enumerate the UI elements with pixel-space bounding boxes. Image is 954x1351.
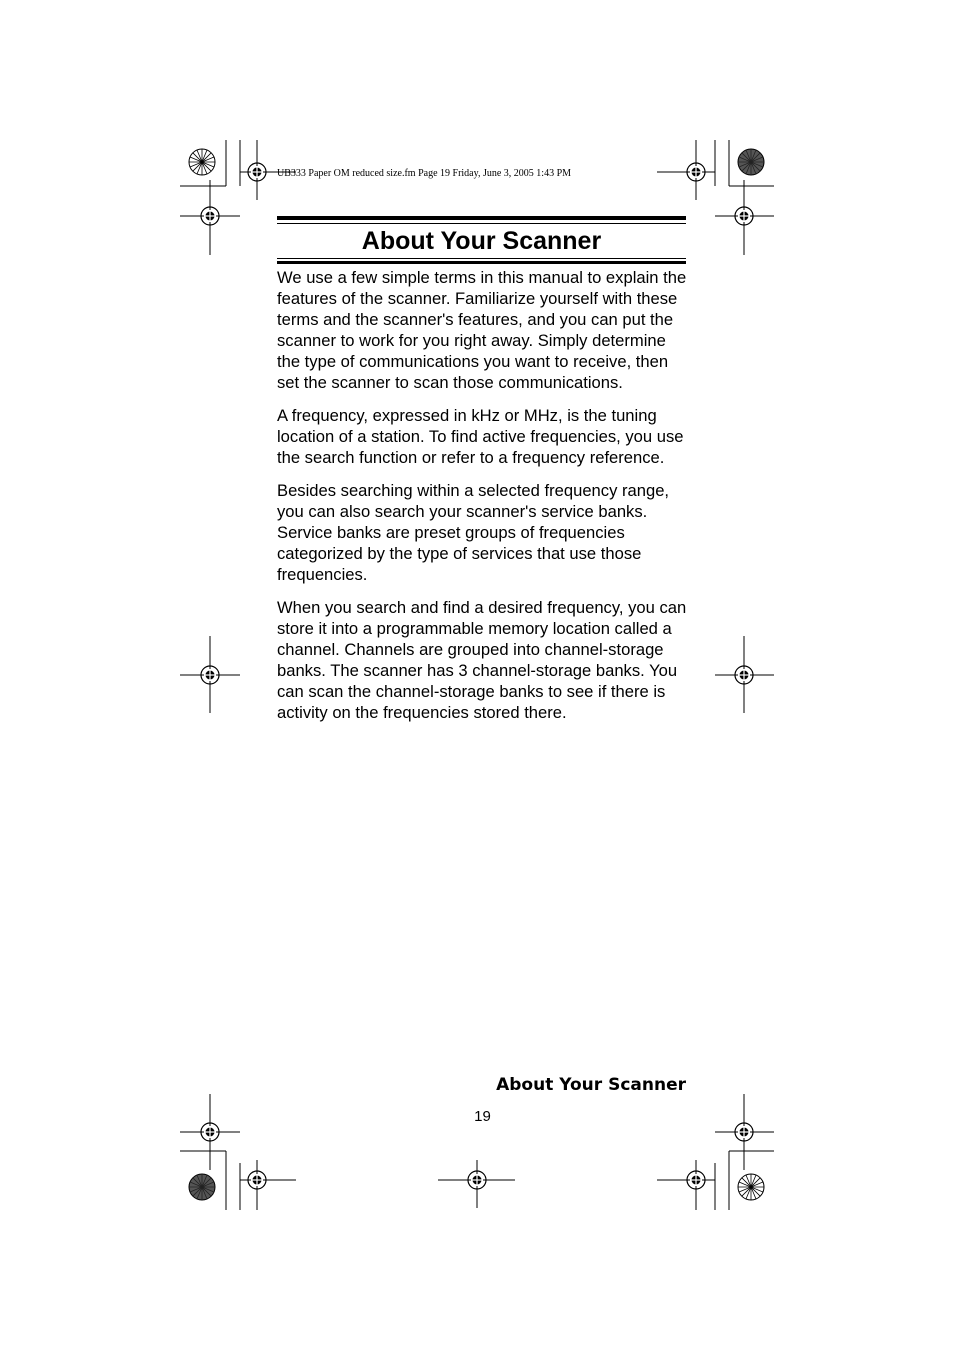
title-rule-top-thin (277, 223, 686, 224)
paragraph: A frequency, expressed in kHz or MHz, is the tuning location of a station. To find active frequencies, you use the search function or refer to a frequency reference. (277, 406, 684, 467)
paragraph: Besides searching within a selected frequency range, you can also search your scanner's service banks. Service banks are preset groups of frequencies categorized by the type of services that use those frequencies. (277, 481, 670, 584)
title-rule-bottom (277, 261, 686, 264)
title-rule-bottom-thin (277, 258, 686, 259)
paragraph: When you search and find a desired frequency, you can store it into a programmable memory location called a channel. Channels are grouped into channel-storage banks. The scanner has 3 channel-storage banks. You can scan the channel-storage banks to see if there is activity on the frequencies stored there. (277, 598, 687, 722)
page-number: 19 (474, 1108, 491, 1125)
body-text (277, 267, 689, 735)
paragraph: We use a few simple terms in this manual to explain the features of the scanner. Familiarize yourself with these terms and the scanner's features, and you can put the scanner to work for you right away. Simply determine the type of communications you want to receive, then set the scanner to scan those communications. (277, 268, 687, 392)
page-title: About Your Scanner (361, 227, 602, 255)
document-slug: UB333 Paper OM reduced size.fm Page 19 Friday, June 3, 2005 1:43 PM (277, 168, 572, 179)
title-rule-top (277, 216, 686, 220)
running-footer-title: About Your Scanner (496, 1075, 686, 1095)
